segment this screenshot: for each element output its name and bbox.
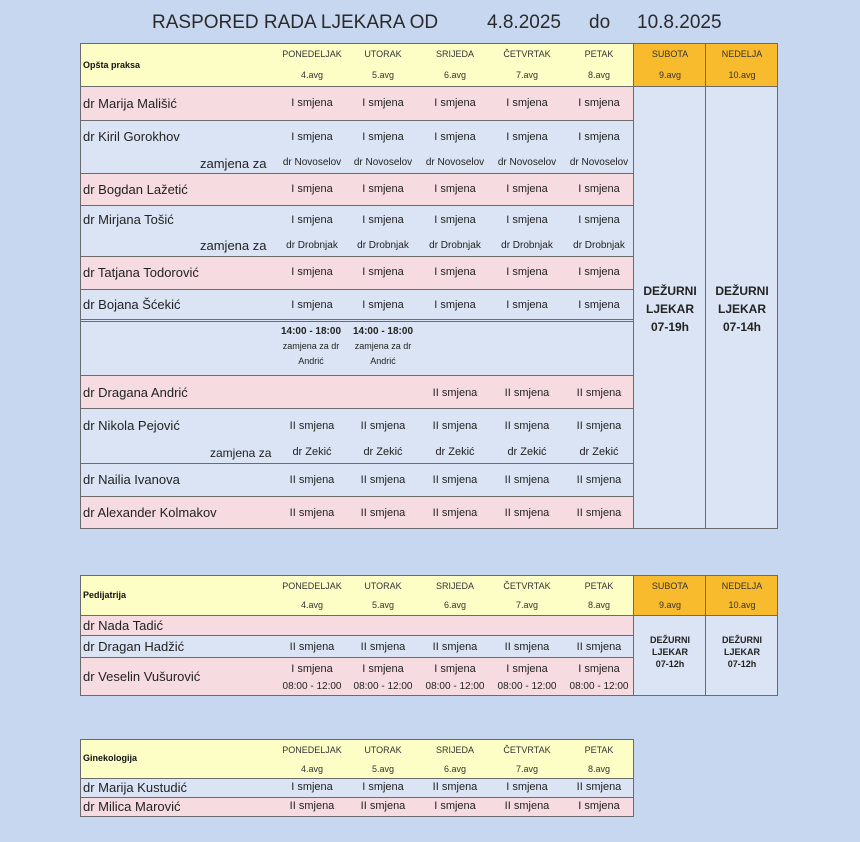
day-header: NEDELJA bbox=[721, 49, 763, 59]
shift-cell: II smjena bbox=[576, 420, 622, 432]
substitute-cell: dr Novoselov bbox=[282, 157, 342, 168]
day-header: PETAK bbox=[584, 581, 614, 591]
date-header: 4.avg bbox=[300, 600, 324, 610]
shift-cell: I smjena bbox=[434, 131, 476, 143]
shift-cell: I smjena bbox=[362, 214, 404, 226]
date-header: 6.avg bbox=[443, 70, 467, 80]
date-header: 6.avg bbox=[443, 764, 467, 774]
shift-cell: II smjena bbox=[360, 420, 406, 432]
shift-cell: I smjena bbox=[506, 266, 548, 278]
date-header: 9.avg bbox=[658, 70, 682, 80]
substitute-cell: dr Zekić bbox=[507, 446, 547, 458]
duty-doctor-saturday: DEŽURNI LJEKAR 07-19h bbox=[643, 284, 697, 334]
day-header: PETAK bbox=[584, 49, 614, 59]
shift-cell: I smjena bbox=[362, 266, 404, 278]
shift-cell: I smjena bbox=[506, 131, 548, 143]
duty-doctor-sunday: DEŽURNI LJEKAR 07-12h bbox=[722, 635, 762, 669]
day-header: PONEDELJAK bbox=[282, 49, 342, 59]
day-header: SRIJEDA bbox=[435, 581, 474, 591]
substitute-label: zamjena za bbox=[210, 446, 272, 460]
day-header: SUBOTA bbox=[651, 581, 689, 591]
hours-cell: 08:00 - 12:00 bbox=[497, 681, 557, 692]
doctor-name: dr Nailia Ivanova bbox=[83, 472, 180, 487]
substitution-note: 14:00 - 18:00 zamjena za dr Andrić bbox=[352, 326, 414, 366]
shift-cell: II smjena bbox=[432, 420, 478, 432]
shift-cell: I smjena bbox=[578, 266, 620, 278]
substitute-cell: dr Drobnjak bbox=[429, 240, 481, 251]
shift-cell: I smjena bbox=[506, 781, 548, 793]
hours-cell: 08:00 - 12:00 bbox=[425, 681, 485, 692]
date-header: 4.avg bbox=[300, 764, 324, 774]
substitute-cell: dr Novoselov bbox=[497, 157, 557, 168]
date-header: 10.avg bbox=[728, 70, 756, 80]
shift-cell: I smjena bbox=[434, 183, 476, 195]
shift-cell: I smjena bbox=[578, 214, 620, 226]
shift-cell: II smjena bbox=[360, 474, 406, 486]
shift-cell: II smjena bbox=[504, 800, 550, 812]
date-header: 10.avg bbox=[728, 600, 756, 610]
day-header: UTORAK bbox=[364, 49, 402, 59]
date-header: 5.avg bbox=[371, 70, 395, 80]
shift-cell: I smjena bbox=[291, 214, 333, 226]
doctor-name: dr Milica Marović bbox=[83, 799, 181, 814]
shift-cell: II smjena bbox=[576, 507, 622, 519]
doctor-name: dr Tatjana Todorović bbox=[83, 265, 199, 280]
shift-cell: II smjena bbox=[432, 781, 478, 793]
date-header: 8.avg bbox=[587, 70, 611, 80]
date-header: 7.avg bbox=[515, 70, 539, 80]
shift-cell: I smjena bbox=[434, 97, 476, 109]
substitute-cell: dr Novoselov bbox=[353, 157, 413, 168]
date-header: 5.avg bbox=[371, 764, 395, 774]
day-header: UTORAK bbox=[364, 745, 402, 755]
substitute-cell: dr Drobnjak bbox=[501, 240, 553, 251]
shift-cell: I smjena bbox=[362, 663, 404, 675]
shift-cell: I smjena bbox=[578, 299, 620, 311]
shift-cell: I smjena bbox=[434, 266, 476, 278]
doctor-name: dr Nada Tadić bbox=[83, 618, 163, 633]
shift-cell: I smjena bbox=[506, 214, 548, 226]
shift-cell: I smjena bbox=[362, 781, 404, 793]
shift-cell: I smjena bbox=[578, 663, 620, 675]
date-header: 7.avg bbox=[515, 764, 539, 774]
day-header: PONEDELJAK bbox=[282, 581, 342, 591]
shift-cell: I smjena bbox=[291, 183, 333, 195]
substitute-cell: dr Zekić bbox=[435, 446, 475, 458]
substitute-label: zamjena za bbox=[200, 156, 267, 171]
hours-cell: 08:00 - 12:00 bbox=[282, 681, 342, 692]
doctor-name: dr Bojana Šćekić bbox=[83, 297, 181, 312]
date-to: 10.8.2025 bbox=[637, 12, 722, 33]
date-header: 9.avg bbox=[658, 600, 682, 610]
shift-cell: II smjena bbox=[504, 420, 550, 432]
shift-cell: I smjena bbox=[434, 214, 476, 226]
substitute-cell: dr Novoselov bbox=[425, 157, 485, 168]
substitute-cell: dr Zekić bbox=[579, 446, 619, 458]
doctor-name: dr Dragan Hadžić bbox=[83, 639, 185, 654]
shift-cell: II smjena bbox=[432, 474, 478, 486]
shift-cell: I smjena bbox=[506, 663, 548, 675]
doctor-name: dr Marija Kustudić bbox=[83, 780, 188, 795]
date-header: 8.avg bbox=[587, 764, 611, 774]
day-header: ČETVRTAK bbox=[503, 581, 551, 591]
day-header: NEDELJA bbox=[721, 581, 763, 591]
date-header: 6.avg bbox=[443, 600, 467, 610]
shift-cell: I smjena bbox=[434, 299, 476, 311]
shift-cell: II smjena bbox=[360, 507, 406, 519]
shift-cell: II smjena bbox=[432, 641, 478, 653]
hours-cell: 08:00 - 12:00 bbox=[569, 681, 629, 692]
substitute-cell: dr Zekić bbox=[292, 446, 332, 458]
shift-cell: I smjena bbox=[434, 800, 476, 812]
doctor-name: dr Veselin Vušurović bbox=[83, 669, 201, 684]
shift-cell: II smjena bbox=[504, 507, 550, 519]
shift-cell: I smjena bbox=[578, 97, 620, 109]
doctor-name: dr Bogdan Lažetić bbox=[83, 182, 188, 197]
substitute-cell: dr Drobnjak bbox=[573, 240, 625, 251]
shift-cell: II smjena bbox=[504, 641, 550, 653]
doctor-name: dr Kiril Gorokhov bbox=[83, 129, 180, 144]
shift-cell: II smjena bbox=[504, 387, 550, 399]
day-header: SRIJEDA bbox=[435, 745, 474, 755]
shift-cell: I smjena bbox=[362, 183, 404, 195]
doctor-name: dr Alexander Kolmakov bbox=[83, 505, 217, 520]
section-label: Opšta praksa bbox=[83, 60, 141, 70]
shift-cell: II smjena bbox=[289, 420, 335, 432]
shift-cell: I smjena bbox=[506, 97, 548, 109]
day-header: PONEDELJAK bbox=[282, 745, 342, 755]
section-label: Pedijatrija bbox=[83, 590, 127, 600]
shift-cell: I smjena bbox=[362, 299, 404, 311]
day-header: SRIJEDA bbox=[435, 49, 474, 59]
shift-cell: II smjena bbox=[289, 474, 335, 486]
shift-cell: II smjena bbox=[360, 800, 406, 812]
shift-cell: II smjena bbox=[289, 507, 335, 519]
shift-cell: II smjena bbox=[432, 507, 478, 519]
page-title: RASPORED RADA LJEKARA OD bbox=[152, 12, 439, 33]
date-from: 4.8.2025 bbox=[487, 12, 561, 33]
duty-doctor-saturday: DEŽURNI LJEKAR 07-12h bbox=[650, 635, 690, 669]
shift-cell: I smjena bbox=[291, 97, 333, 109]
shift-cell: I smjena bbox=[578, 131, 620, 143]
shift-cell: II smjena bbox=[576, 474, 622, 486]
shift-cell: I smjena bbox=[291, 266, 333, 278]
shift-cell: I smjena bbox=[291, 781, 333, 793]
date-header: 7.avg bbox=[515, 600, 539, 610]
shift-cell: I smjena bbox=[434, 663, 476, 675]
section-label: Ginekologija bbox=[83, 753, 138, 763]
doctor-name: dr Nikola Pejović bbox=[83, 418, 180, 433]
day-header: UTORAK bbox=[364, 581, 402, 591]
shift-cell: II smjena bbox=[289, 800, 335, 812]
shift-cell: I smjena bbox=[578, 183, 620, 195]
doctor-name: dr Dragana Andrić bbox=[83, 385, 188, 400]
shift-cell: II smjena bbox=[576, 781, 622, 793]
day-header: PETAK bbox=[584, 745, 614, 755]
day-header: SUBOTA bbox=[651, 49, 689, 59]
substitute-cell: dr Zekić bbox=[363, 446, 403, 458]
shift-cell: II smjena bbox=[576, 387, 622, 399]
shift-cell: II smjena bbox=[289, 641, 335, 653]
doctor-name: dr Mirjana Tošić bbox=[83, 212, 174, 227]
shift-cell: I smjena bbox=[506, 183, 548, 195]
duty-doctor-sunday: DEŽURNI LJEKAR 07-14h bbox=[715, 284, 769, 334]
substitute-label: zamjena za bbox=[200, 238, 267, 253]
shift-cell: II smjena bbox=[504, 474, 550, 486]
shift-cell: I smjena bbox=[291, 131, 333, 143]
shift-cell: II smjena bbox=[432, 387, 478, 399]
substitution-note: 14:00 - 18:00 zamjena za dr Andrić bbox=[280, 326, 342, 366]
substitute-cell: dr Novoselov bbox=[569, 157, 629, 168]
substitute-cell: dr Drobnjak bbox=[357, 240, 409, 251]
shift-cell: I smjena bbox=[291, 663, 333, 675]
date-header: 5.avg bbox=[371, 600, 395, 610]
date-separator: do bbox=[589, 12, 611, 33]
date-header: 4.avg bbox=[300, 70, 324, 80]
hours-cell: 08:00 - 12:00 bbox=[353, 681, 413, 692]
shift-cell: I smjena bbox=[506, 299, 548, 311]
shift-cell: I smjena bbox=[362, 131, 404, 143]
shift-cell: I smjena bbox=[362, 97, 404, 109]
day-header: ČETVRTAK bbox=[503, 745, 551, 755]
doctor-name: dr Marija Mališić bbox=[83, 96, 177, 111]
shift-cell: I smjena bbox=[291, 299, 333, 311]
shift-cell: I smjena bbox=[578, 800, 620, 812]
shift-cell: II smjena bbox=[576, 641, 622, 653]
shift-cell: II smjena bbox=[360, 641, 406, 653]
day-header: ČETVRTAK bbox=[503, 49, 551, 59]
substitute-cell: dr Drobnjak bbox=[286, 240, 338, 251]
date-header: 8.avg bbox=[587, 600, 611, 610]
